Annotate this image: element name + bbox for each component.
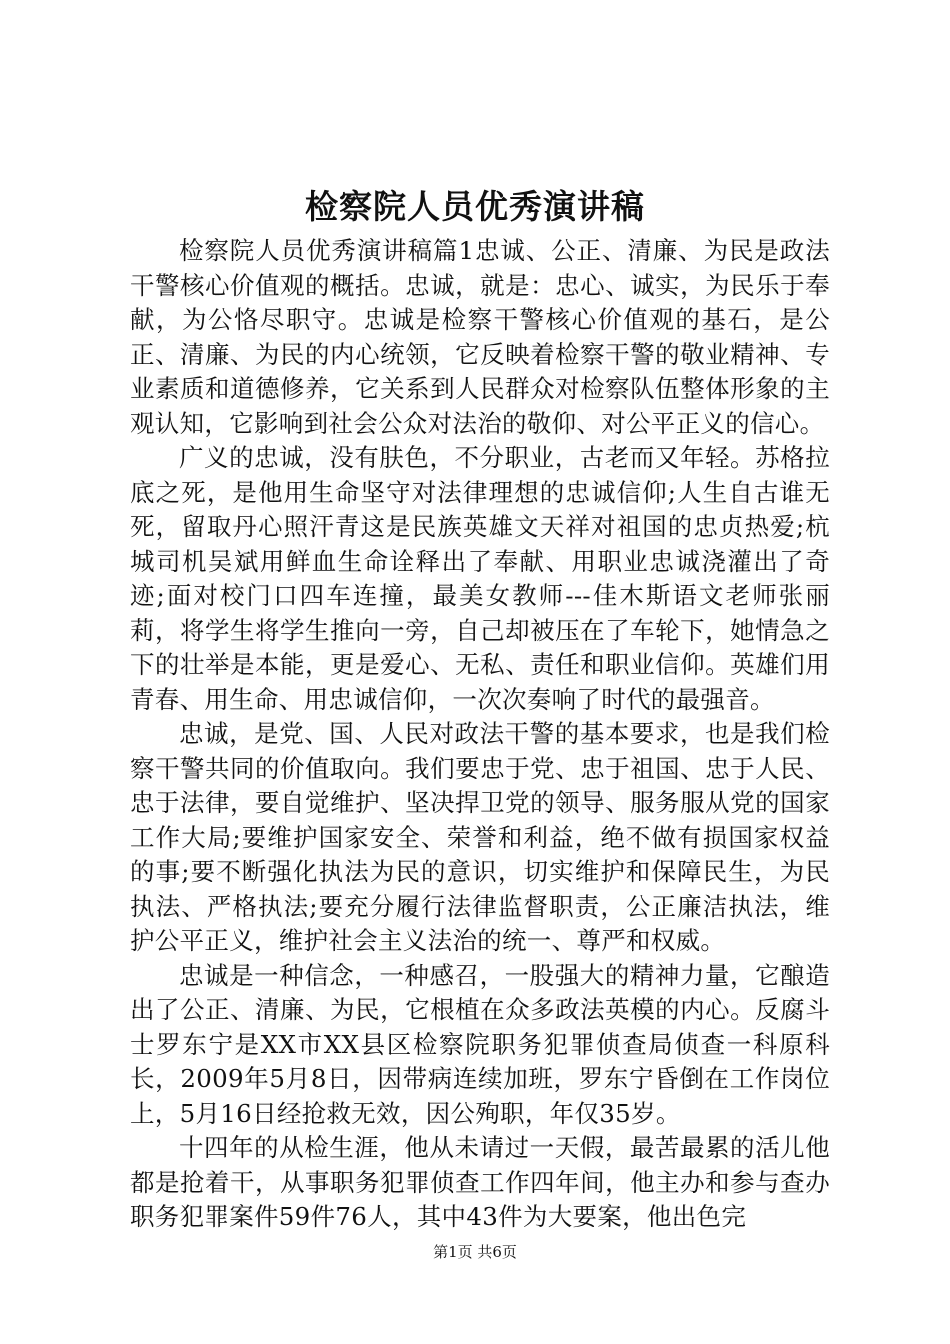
document-body [130, 234, 830, 1235]
document-title: 检察院人员优秀演讲稿 [305, 187, 645, 226]
paragraph-2: 广义的忠诚，没有肤色，不分职业，古老而又年轻。苏格拉底之死，是他用生命坚守对法律理想的忠诚信仰;人生自古谁无死，留取丹心照汗青这是民族英雄文天祥对祖国的忠贞热爱;杭城司机吴斌用鲜血生命诠释出了奉献、用职业忠诚浇灌出了奇迹;面对校门口四车连撞，最美女教师---佳木斯语文老师张丽莉，将学生将学生推向一旁，自己却被压在了车轮下，她情急之下的壮举是本能，更是爱心、无私、责任和职业信仰。英雄们用青春、用生命、用忠诚信仰，一次次奏响了时代的最强音。 [130, 443, 830, 714]
paragraph-3: 忠诚，是党、国、人民对政法干警的基本要求，也是我们检察干警共同的价值取向。我们要忠于党、忠于祖国、忠于人民、忠于法律，要自觉维护、坚决捍卫党的领导、服务服从党的国家工作大局;要维护国家安全、荣誉和利益，绝不做有损国家权益的事;要不断强化执法为民的意识，切实维护和保障民生，为民执法、严格执法;要充分履行法律监督职责，公正廉洁执法，维护公平正义，维护社会主义法治的统一、尊严和权威。 [130, 719, 830, 955]
paragraph-5: 十四年的从检生涯，他从未请过一天假，最苦最累的活儿他都是抢着干，从事职务犯罪侦查工作四年间，他主办和参与查办职务犯罪案件59件76人，其中43件为大要案，他出色完 [130, 1133, 830, 1231]
page-number-footer: 第1页 共6页 [433, 1243, 517, 1261]
paragraph-4: 忠诚是一种信念，一种感召，一股强大的精神力量，它酿造出了公正、清廉、为民，它根植在众多政法英模的内心。反腐斗士罗东宁是XX市XX县区检察院职务犯罪侦查局侦查一科原科长，2009年5月8日，因带病连续加班，罗东宁昏倒在工作岗位上，5月16日经抢救无效，因公殉职，年仅35岁。 [130, 960, 830, 1128]
paragraph-1: 检察院人员优秀演讲稿篇1忠诚、公正、清廉、为民是政法干警核心价值观的概括。忠诚，就是：忠心、诚实，为民乐于奉献，为公恪尽职守。忠诚是检察干警核心价值观的基石，是公正、清廉、为民的内心统领，它反映着检察干警的敬业精神、专业素质和道德修养，它关系到人民群众对检察队伍整体形象的主观认知，它影响到社会公众对法治的敬仰、对公平正义的信心。 [130, 236, 830, 438]
